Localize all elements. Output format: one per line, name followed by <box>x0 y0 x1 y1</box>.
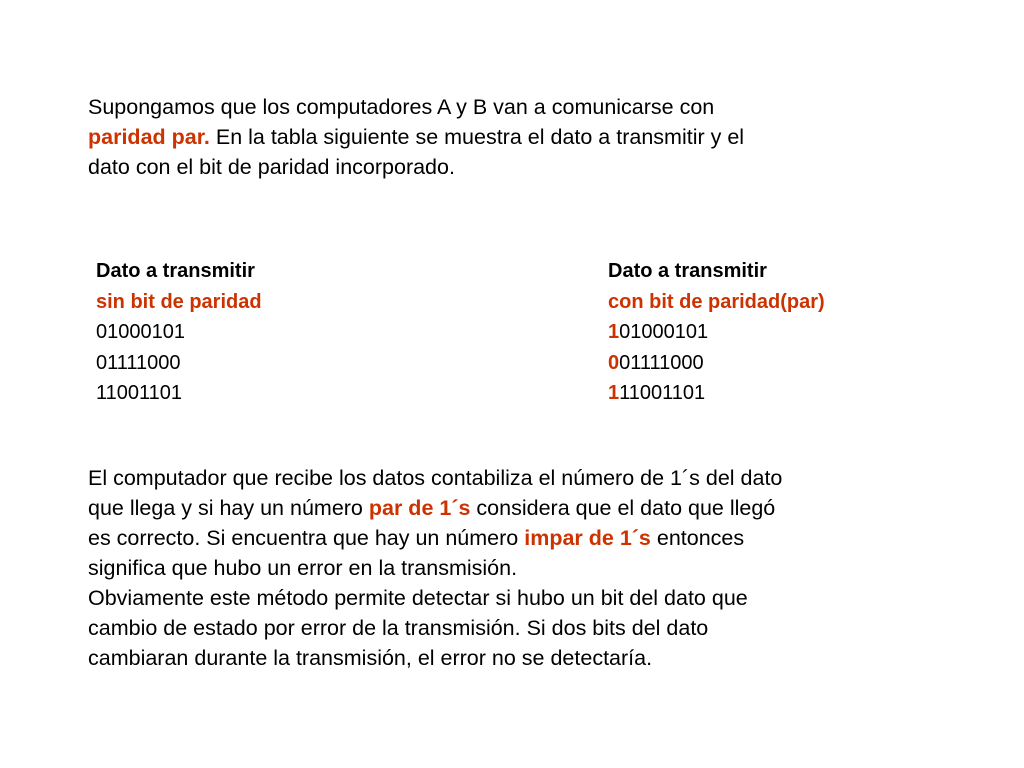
table-row <box>608 317 825 348</box>
column-subheader: con bit de paridad(par) <box>608 290 825 313</box>
table-column-with-parity <box>608 256 825 409</box>
data-bits: 11001101 <box>619 382 706 404</box>
column-subheader: sin bit de paridad <box>96 290 262 313</box>
parity-bit: 0 <box>608 351 620 374</box>
highlight-odd-count: impar de 1´s <box>524 526 651 550</box>
explanation-text-1: El computador que recibe los datos contabiliza el número de 1´s del dato que llega y si hay un número <box>88 466 783 520</box>
table-row: 01111000 <box>96 351 181 374</box>
parity-bit: 1 <box>608 382 620 404</box>
table-row <box>608 348 825 379</box>
explanation-paragraph <box>88 463 928 673</box>
parity-bit: 1 <box>608 321 620 343</box>
highlight-even-count: par de 1´s <box>368 496 471 520</box>
table-row <box>608 378 825 409</box>
intro-paragraph <box>88 92 908 182</box>
intro-highlight-even-parity: paridad par. <box>88 125 210 149</box>
column-header: Dato a transmitir <box>608 260 767 282</box>
data-bits: 01111000 <box>619 351 704 374</box>
explanation-text-2: considera que el dato que llegó es correcto. Si encuentra que hay un número <box>88 496 776 550</box>
data-bits: 01000101 <box>619 321 709 343</box>
table-row: 11001101 <box>96 382 183 404</box>
column-header: Dato a transmitir <box>96 260 255 282</box>
table-column-without-parity <box>96 256 262 409</box>
intro-text-1: Supongamos que los computadores A y B van a comunicarse con <box>88 95 715 119</box>
intro-text-2: En la tabla siguiente se muestra el dato a transmitir y el dato con el bit de paridad incorporado. <box>88 125 745 179</box>
explanation-text-3: entonces significa que hubo un error en la transmisión. Obviamente este método permite detectar si hubo un bit del dato que cambio de estado por error de la transmisión. Si dos bits del dato cambiaran durante la transmisión, el error no se detectaría. <box>88 526 748 670</box>
table-row: 01000101 <box>96 321 185 343</box>
